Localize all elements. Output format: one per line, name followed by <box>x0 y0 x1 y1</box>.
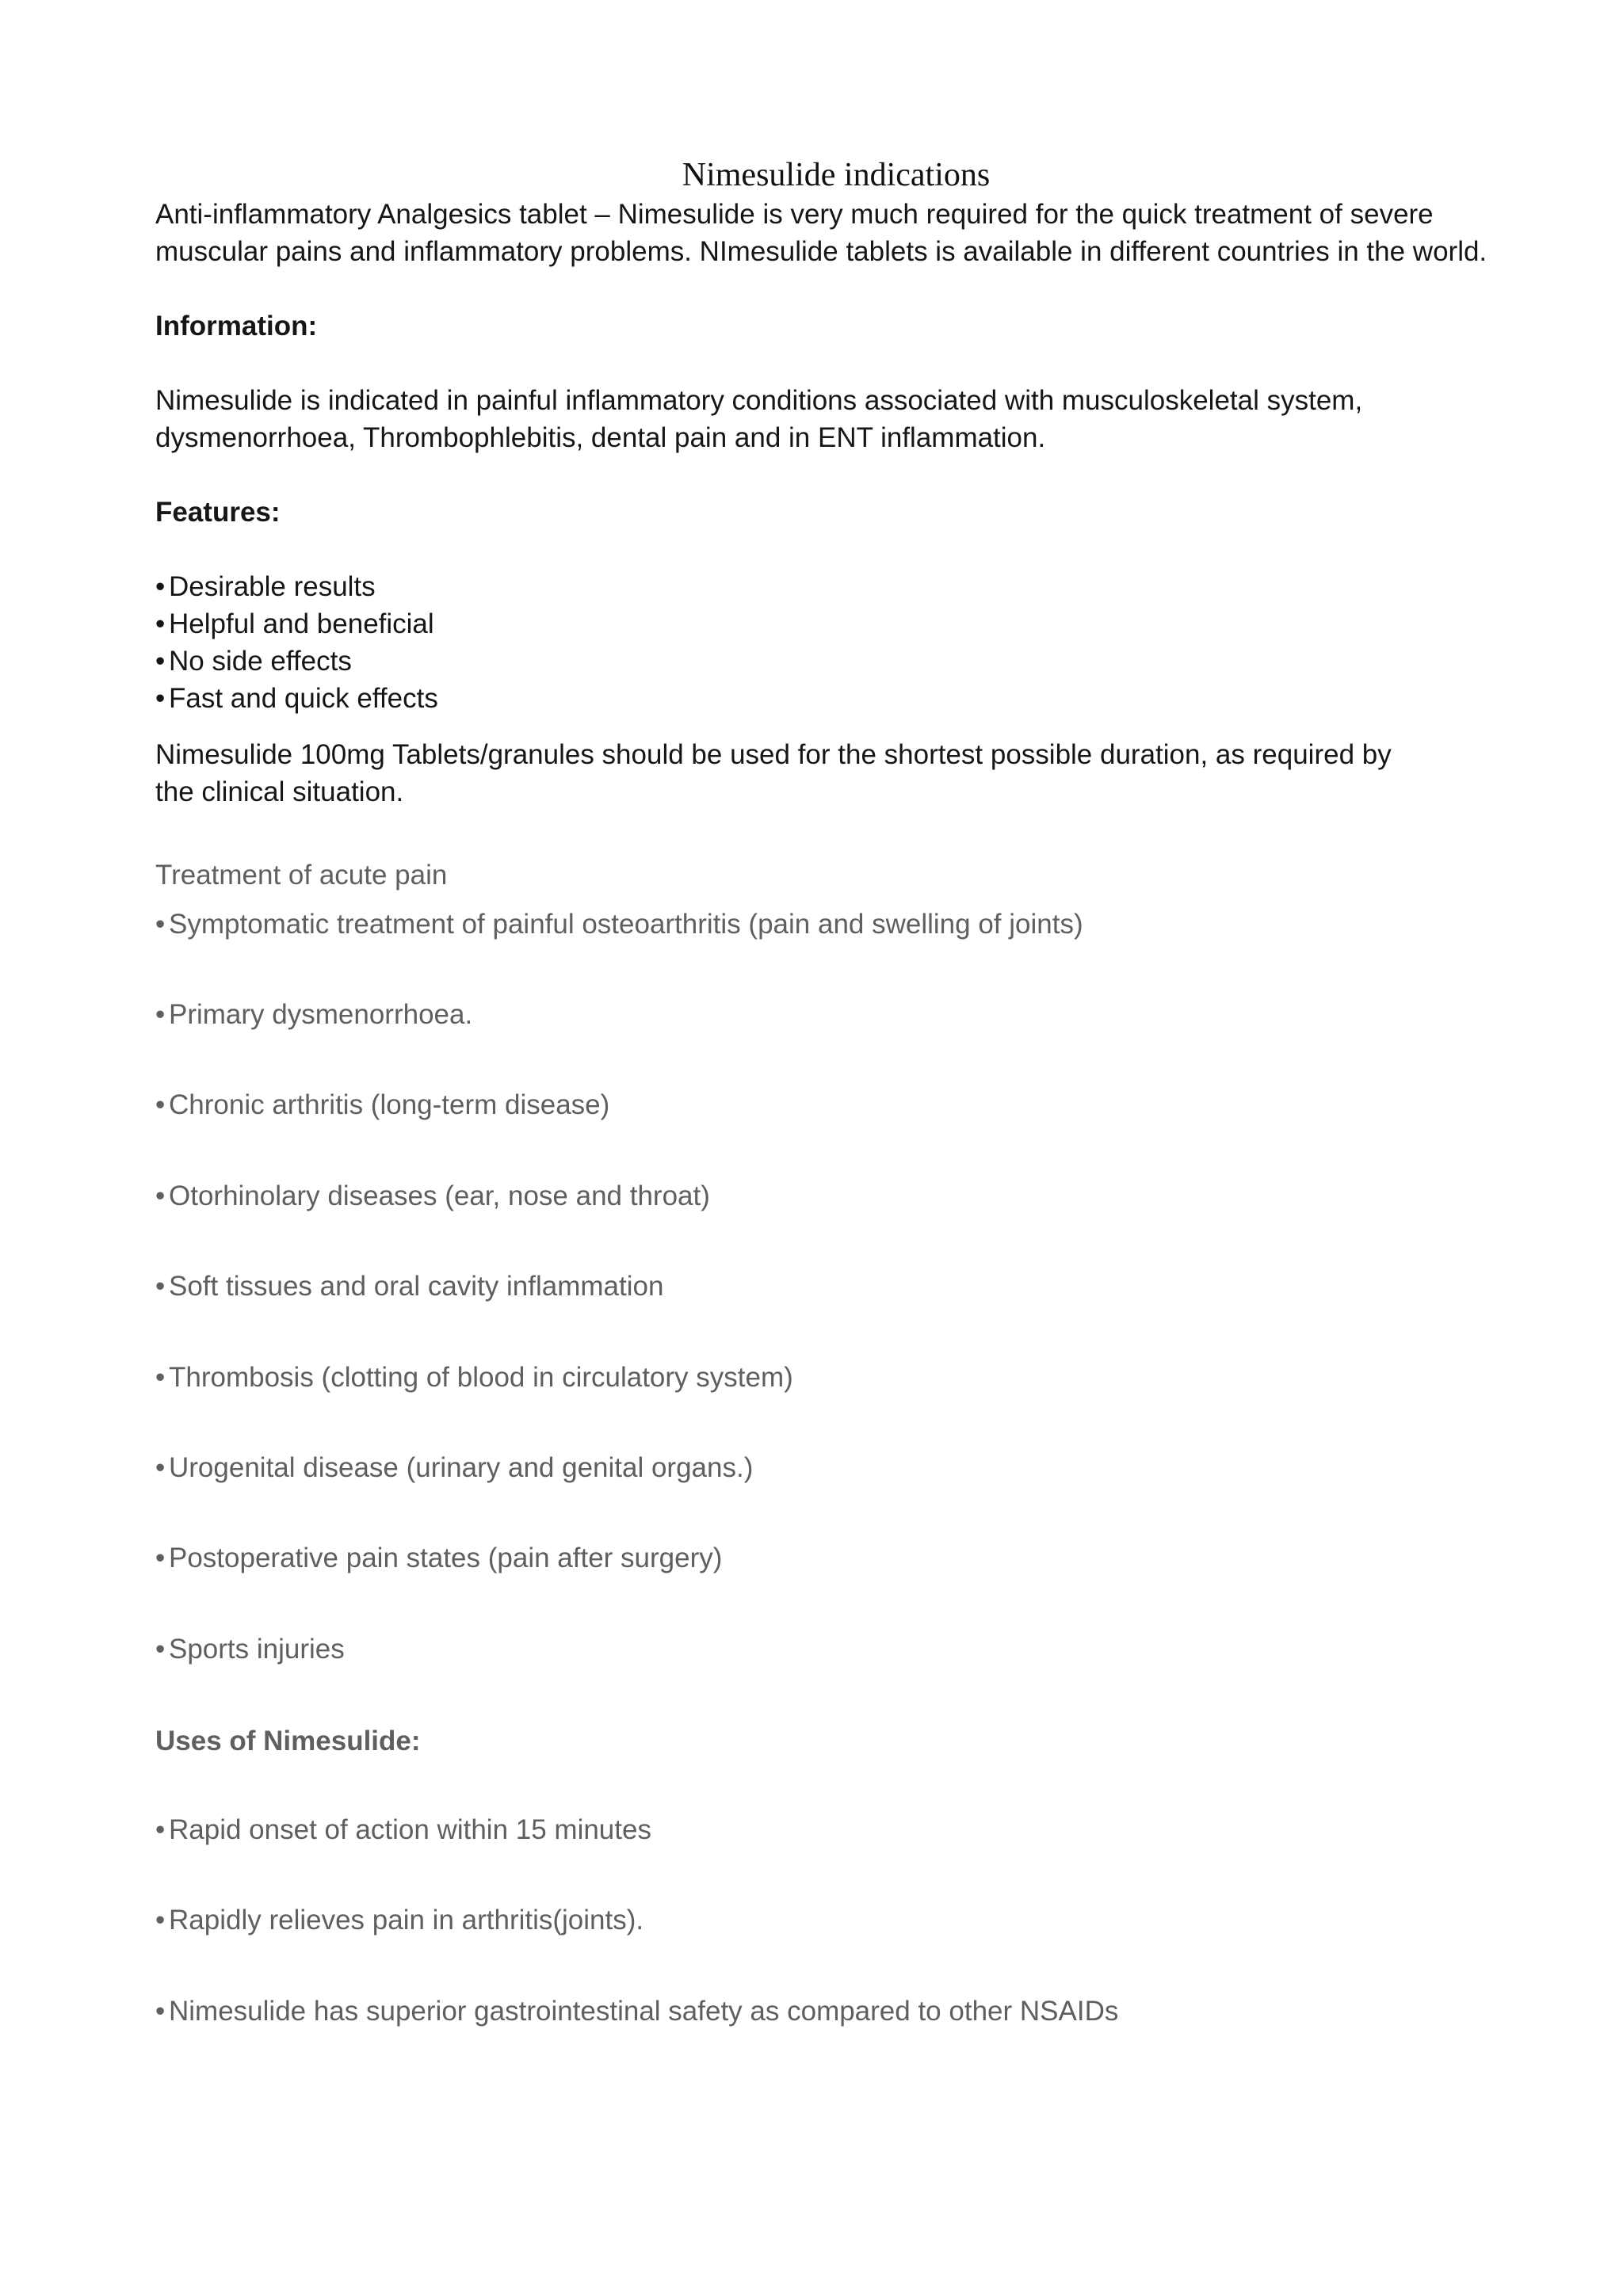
intro-line-2: muscular pains and inflammatory problems. NImesulide tablets is available in different countries in the world. <box>155 236 1487 267</box>
information-line-2: dysmenorrhoea, Thrombophlebitis, dental pain and in ENT inflammation. <box>155 422 1046 453</box>
treatment-item: • Soft tissues and oral cavity inflammation <box>155 1268 663 1305</box>
features-heading: Features: <box>155 497 281 528</box>
treatment-item: • Sports injuries <box>155 1631 345 1668</box>
use-item: • Rapidly relieves pain in arthritis(joints). <box>155 1902 643 1939</box>
information-line-1: Nimesulide is indicated in painful inflammatory conditions associated with musculoskeletal system, <box>155 385 1363 416</box>
treatment-item: • Primary dysmenorrhoea. <box>155 997 472 1033</box>
treatment-item: • Chronic arthritis (long-term disease) <box>155 1087 609 1123</box>
intro-line-1: Anti-inflammatory Analgesics tablet – Nimesulide is very much required for the quick treatment of severe <box>155 199 1434 230</box>
information-heading: Information: <box>155 311 318 341</box>
use-item: • Nimesulide has superior gastrointestinal safety as compared to other NSAIDs <box>155 1993 1118 2030</box>
feature-item: • Fast and quick effects <box>155 681 438 717</box>
usage-note-line-1: Nimesulide 100mg Tablets/granules should be used for the shortest possible duration, as required by <box>155 739 1392 770</box>
usage-note-line-2: the clinical situation. <box>155 776 404 807</box>
treatment-item: • Postoperative pain states (pain after surgery) <box>155 1540 722 1577</box>
document-title: Nimesulide indications <box>682 157 991 193</box>
treatment-item: • Thrombosis (clotting of blood in circulatory system) <box>155 1360 793 1396</box>
treatment-heading: Treatment of acute pain <box>155 860 448 891</box>
uses-heading: Uses of Nimesulide: <box>155 1726 421 1756</box>
feature-item: • Desirable results <box>155 569 376 605</box>
use-item: • Rapid onset of action within 15 minutes <box>155 1812 651 1848</box>
feature-item: • No side effects <box>155 643 352 680</box>
treatment-item: • Otorhinolary diseases (ear, nose and throat) <box>155 1178 710 1215</box>
treatment-item: • Urogenital disease (urinary and genital organs.) <box>155 1450 753 1486</box>
feature-item: • Helpful and beneficial <box>155 606 434 643</box>
treatment-item: • Symptomatic treatment of painful osteoarthritis (pain and swelling of joints) <box>155 906 1083 943</box>
